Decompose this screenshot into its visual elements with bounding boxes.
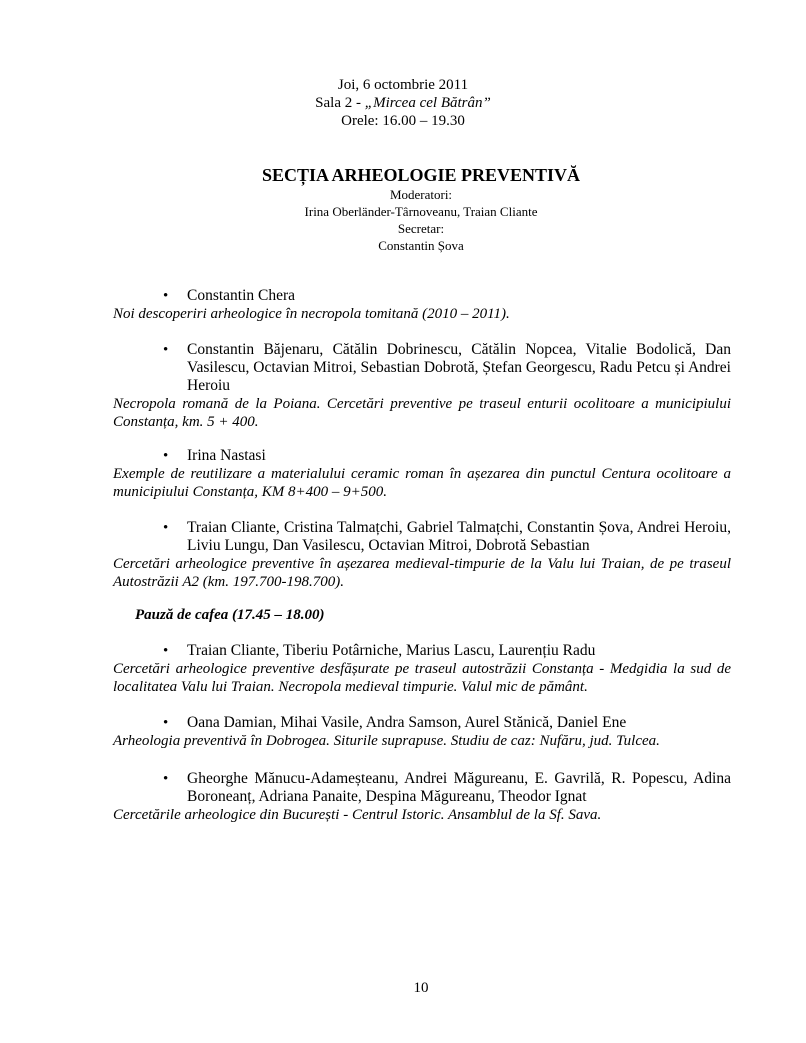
presentation-entry <box>113 519 731 591</box>
entry-authors <box>113 287 731 305</box>
room-name: „Mircea cel Bătrân” <box>364 95 491 111</box>
moderators-block <box>0 186 806 254</box>
bullet-icon: • <box>163 342 169 358</box>
presentation-entry <box>113 714 731 750</box>
entry-title: Exemple de reutilizare a materialului ceramic roman în așezarea din punctul Centura ocolitoare a municipiului Constanța, KM 8+400 – 9+500. <box>113 466 731 500</box>
entry-authors <box>113 714 731 732</box>
entry-title: Arheologia preventivă în Dobrogea. Siturile suprapuse. Studiu de caz: Nufăru, jud. Tulcea. <box>113 733 660 749</box>
entry-title: Cercetări arheologice preventive în așezarea medieval-timpurie de la Valu lui Traian, de pe traseul Autostrăzii A2 (km. 197.700-198.700). <box>113 556 731 590</box>
bullet-icon: • <box>163 288 169 304</box>
bullet-icon: • <box>163 520 169 536</box>
bullet-icon: • <box>163 771 169 787</box>
entry-authors-text: Constantin Chera <box>187 287 296 304</box>
coffee-break: Pauză de cafea (17.45 – 18.00) <box>135 607 325 623</box>
entry-title: Cercetări arheologice preventive desfășurate pe traseul autostrăzii Constanța - Medgidia la sud de localitatea Valu lui Traian. Necropola medieval timpurie. Valul mic de pământ. <box>113 661 731 695</box>
section-title: SECȚIA ARHEOLOGIE PREVENTIVĂ <box>261 165 581 185</box>
entry-authors-text: Gheorghe Mănucu-Adameșteanu, Andrei Măgureanu, E. Gavrilă, R. Popescu, Adina Boroneanț, Adriana Panaite, Despina Măgureanu, Theodor Ignat <box>187 770 731 805</box>
entry-title: Cercetările arheologice din București - Centrul Istoric. Ansamblul de la Sf. Sava. <box>113 807 602 823</box>
presentation-entry <box>113 341 731 431</box>
presentation-entry <box>113 770 731 824</box>
secretary-label: Secretar: <box>397 221 445 236</box>
entry-authors <box>113 519 731 555</box>
session-hours: Orele: 16.00 – 19.30 <box>341 113 465 129</box>
entry-authors <box>113 447 731 465</box>
moderators-label: Moderatori: <box>389 187 453 202</box>
entry-authors-text: Traian Cliante, Cristina Talmațchi, Gabriel Talmațchi, Constantin Șova, Andrei Heroiu, Liviu Lungu, Dan Vasilescu, Octavian Mitroi, Dobrotă Sebastian <box>187 519 731 554</box>
presentation-entry <box>113 447 731 501</box>
room-prefix: Sala 2 - <box>315 95 365 111</box>
entry-title: Noi descoperiri arheologice în necropola tomitană (2010 – 2011). <box>113 306 510 322</box>
entry-title: Necropola romană de la Poiana. Cercetări preventive pe traseul enturii ocolitoare a municipiului Constanța, km. 5 + 400. <box>113 396 731 430</box>
presentation-entry <box>113 287 731 323</box>
session-room <box>0 94 806 112</box>
secretary-name: Constantin Șova <box>378 238 464 253</box>
entry-authors <box>113 642 731 660</box>
entry-authors <box>113 770 731 806</box>
session-date: Joi, 6 octombrie 2011 <box>337 77 469 93</box>
entry-authors-text: Traian Cliante, Tiberiu Potârniche, Marius Lascu, Laurențiu Radu <box>187 642 596 659</box>
bullet-icon: • <box>163 448 169 464</box>
session-header <box>0 76 806 130</box>
entry-authors-text: Irina Nastasi <box>187 447 266 464</box>
bullet-icon: • <box>163 715 169 731</box>
entry-authors-text: Constantin Băjenaru, Cătălin Dobrinescu, Cătălin Nopcea, Vitalie Bodolică, Dan Vasilescu, Octavian Mitroi, Sebastian Dobrotă, Ștefan Georgescu, Radu Petcu și Andrei Heroiu <box>187 341 731 394</box>
bullet-icon: • <box>163 643 169 659</box>
entry-authors <box>113 341 731 395</box>
page-number: 10 <box>413 980 429 996</box>
presentation-entry <box>113 642 731 696</box>
moderators-names: Irina Oberländer-Târnoveanu, Traian Cliante <box>304 204 538 219</box>
entry-authors-text: Oana Damian, Mihai Vasile, Andra Samson, Aurel Stănică, Daniel Ene <box>187 714 627 731</box>
